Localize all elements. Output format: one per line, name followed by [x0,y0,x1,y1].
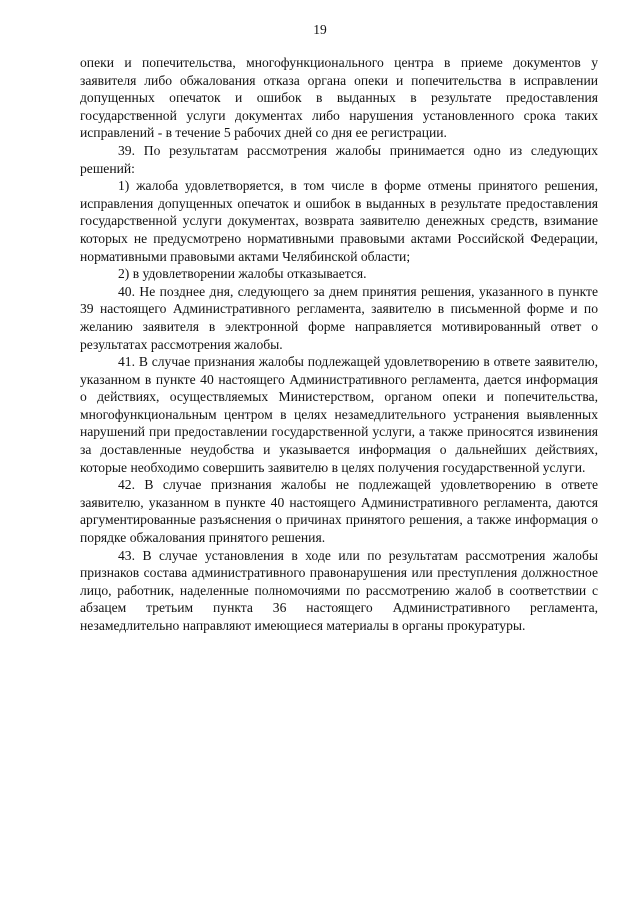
paragraph-42: 42. В случае признания жалобы не подлежащей удовлетворению в ответе заявителю, указанном в пункте 40 настоящего Административного регламента, даются аргументированные разъяснения о причинах принятого решения, а также информация о порядке обжалования принятого решения. [80,477,598,546]
paragraph-43: 43. В случае установления в ходе или по результатам рассмотрения жалобы признаков состава административного правонарушения или преступления должностное лицо, работник, наделенные полномочиями по рассмотрению жалоб в соответствии с абзацем третьим пункта 36 настоящего Административного регламента, незамедлительно направляют имеющиеся материалы в органы прокуратуры. [80,547,598,633]
paragraph-41: 41. В случае признания жалобы подлежащей удовлетворению в ответе заявителю, указанном в пункте 40 настоящего Административного регламента, дается информация о действиях, осуществляемых Министерством, органом опеки и попечительства, многофункциональным центром в целях незамедлительного устранения выявленных нарушений при предоставлении государственной услуги, а также приносятся извинения за доставленные неудобства и указывается информация о дальнейших действиях, которые необходимо совершить заявителю в целях получения государственной услуги. [80,354,598,475]
paragraph-39-item-2: 2) в удовлетворении жалобы отказывается. [118,266,367,282]
paragraph-39: 39. По результатам рассмотрения жалобы принимается одно из следующих решений: [80,142,598,176]
document-body [80,54,598,635]
paragraph-39-item-1: 1) жалоба удовлетворяется, в том числе в форме отмены принятого решения, исправления допущенных опечаток и ошибок в выданных в результате предоставления государственной услуги документах, возврата заявителю денежных средств, взимание которых не предусмотрено нормативными правовыми актами Российской Федерации, нормативными правовыми актами Челябинской области; [80,178,598,264]
paragraph-40: 40. Не позднее дня, следующего за днем принятия решения, указанного в пункте 39 настоящего Административного регламента, заявителю в письменной форме и по желанию заявителя в электронной форме направляется мотивированный ответ о результатах рассмотрения жалобы. [80,283,598,352]
page-number: 19 [313,22,327,37]
paragraph-continuation: опеки и попечительства, многофункционального центра в приеме документов у заявителя либо обжалования отказа органа опеки и попечительства в исправлении допущенных опечаток и ошибок в выданных в результате предоставления государственной услуги документах либо нарушения установленного срока таких исправлений - в течение 5 рабочих дней со дня ее регистрации. [80,55,598,141]
